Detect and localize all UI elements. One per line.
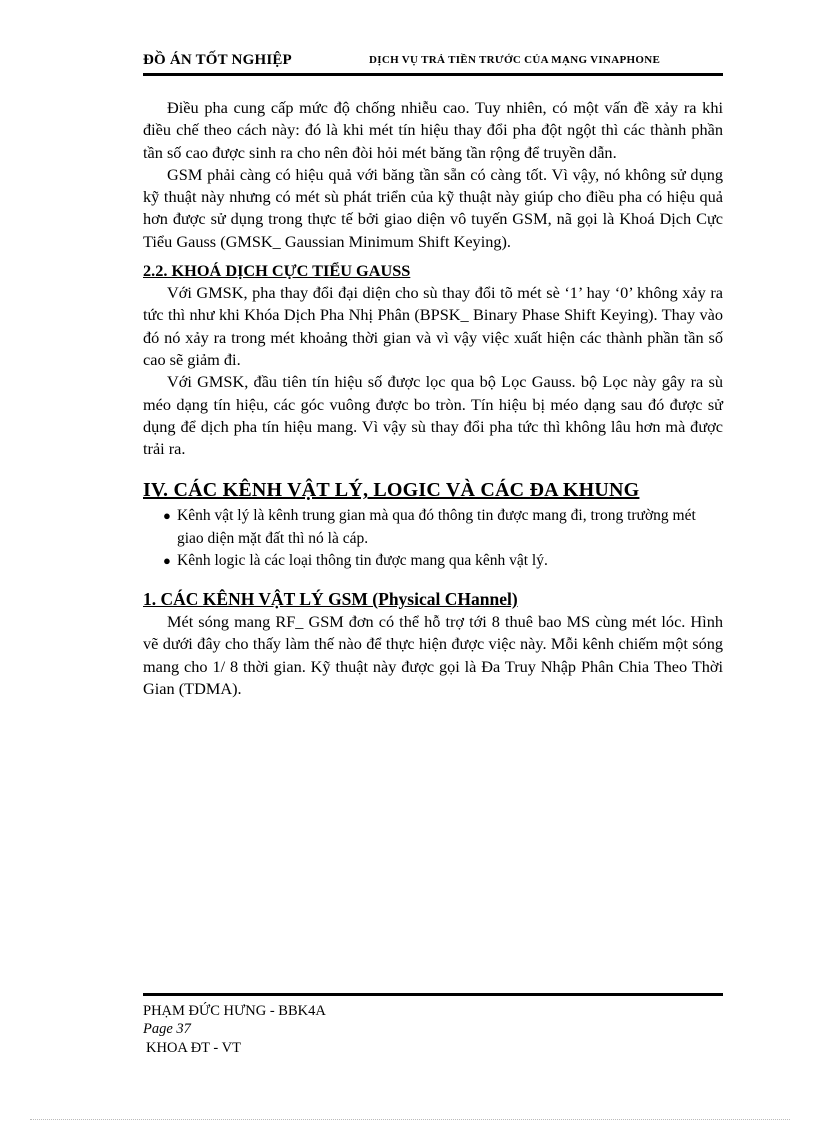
bullet-item bbox=[163, 505, 723, 550]
footer-page-number: Page 37 bbox=[143, 1021, 191, 1037]
page-content bbox=[143, 97, 723, 700]
paragraph-5: Mét sóng mang RF_ GSM đơn có thể hỗ trợ tới 8 thuê bao MS cùng mét lóc. Hình vẽ dưới đây cho thấy làm thế nào để thực hiện được việc này. Mỗi kênh chiếm một sóng mang cho 1/ 8 thời gian. Kỹ thuật này được gọi là Đa Truy Nhập Phân Chia Theo Thời Gian (TDMA). bbox=[143, 611, 723, 698]
bullet-list bbox=[143, 505, 723, 573]
section-heading-iv: IV. CÁC KÊNH VẬT LÝ, LOGIC VÀ CÁC ĐA KHUNG bbox=[143, 479, 640, 502]
paragraph-2: GSM phải càng có hiệu quả với băng tần sẵn có càng tốt. Vì vậy, nó không sử dụng kỹ thuật này nhưng có mét sù phát triển của kỹ thuật này giúp cho điều pha có hiệu quả hơn được sử dụng trong thực tế bởi giao diện vô tuyến GSM, nã gọi là Khoá Dịch Cực Tiểu Gauss (GMSK_ Gaussian Minimum Shift Keying). bbox=[143, 164, 723, 251]
bullet-text: Kênh vật lý là kênh trung gian mà qua đó thông tin được mang đi, trong trường mét giao diện mặt đất thì nó là cáp. bbox=[177, 507, 696, 547]
paragraph-1: Điều pha cung cấp mức độ chống nhiễu cao. Tuy nhiên, có một vấn đề xảy ra khi điều chế theo cách này: đó là khi mét tín hiệu thay đổi pha đột ngột thì các thành phần tần số cao được sinh ra cho nên đòi hỏi mét băng tần rộng để truyền dẫn. bbox=[143, 98, 723, 162]
footer-author: PHẠM ĐỨC HƯNG - BBK4A bbox=[143, 1003, 326, 1019]
footer-department: KHOA ĐT - VT bbox=[146, 1040, 241, 1056]
page-edge-line bbox=[30, 1119, 790, 1120]
bullet-item bbox=[163, 550, 723, 573]
header-divider bbox=[143, 73, 723, 76]
bullet-dot-icon: ● bbox=[163, 553, 171, 569]
section-heading-1: 1. CÁC KÊNH VẬT LÝ GSM (Physical CHannel) bbox=[143, 588, 518, 609]
bullet-dot-icon: ● bbox=[163, 508, 171, 524]
header-left-title: ĐỒ ÁN TỐT NGHIỆP bbox=[143, 52, 292, 68]
bullet-text: Kênh logic là các loại thông tin được mang qua kênh vật lý. bbox=[177, 552, 548, 570]
footer-divider bbox=[143, 993, 723, 996]
paragraph-3: Với GMSK, pha thay đổi đại diện cho sù thay đổi tõ mét sè ‘1’ hay ‘0’ không xảy ra tức thì như khi Khóa Dịch Pha Nhị Phân (BPSK_ Binary Phase Shift Keying). Thay vào đó nó xảy ra trong mét khoảng thời gian và vì vậy việc xuất hiện các thành phần tần số cao sẽ giảm đi. bbox=[143, 283, 723, 369]
paragraph-4: Với GMSK, đầu tiên tín hiệu số được lọc qua bộ Lọc Gauss. bộ Lọc này gây ra sù méo dạng tín hiệu, các góc vuông được bo tròn. Tín hiệu bị méo dạng sau đó được sử dụng để dịch pha tín hiệu mang. Vì vậy sù thay đổi pha tức thì không lâu hơn mà được trải ra. bbox=[143, 372, 723, 459]
section-heading-2-2: 2.2. KHOÁ DỊCH CỰC TIỂU GAUSS bbox=[143, 261, 411, 281]
header-right-title: DỊCH VỤ TRẢ TIỀN TRƯỚC CỦA MẠNG VINAPHONE bbox=[369, 54, 661, 66]
page-header bbox=[143, 50, 723, 74]
page-footer bbox=[143, 1002, 723, 1058]
